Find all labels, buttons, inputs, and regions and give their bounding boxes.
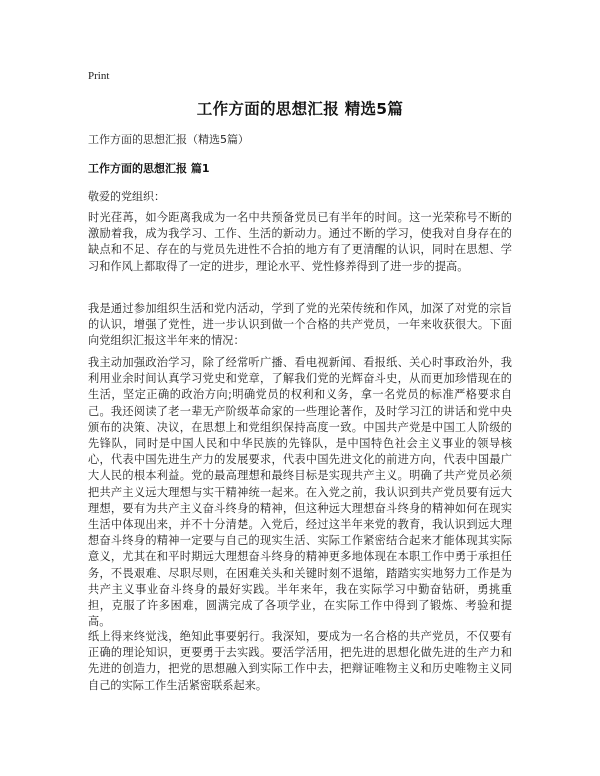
- body-paragraph: 我是通过参加组织生活和党内活动，学到了党的光荣传统和作风，加深了对党的宗旨的认识，增强了党性，进一步认识到做一个合格的共产党员，一年来收获很大。下面向党组织汇报这半年来的情况：: [88, 302, 512, 348]
- greeting-line: 敬爱的党组织：: [88, 190, 165, 203]
- body-paragraph: 时光荏苒，如今距离我成为一名中共预备党员已有半年的时间。这一光荣称号不断的激励着我，成为我学习、工作、生活的新动力。通过不断的学习，使我对自身存在的缺点和不足、存在的与党员先进性不合拍的地方有了更清醒的认识，同时在思想、学习和作风上都取得了一定的进步，理论水平、党性修养得到了进一步的提高。: [88, 211, 512, 273]
- document-subtitle: 工作方面的思想汇报（精选5篇）: [88, 133, 249, 146]
- page-title: 工作方面的思想汇报 精选5篇: [196, 100, 404, 118]
- section-heading: 工作方面的思想汇报 篇1: [88, 162, 210, 175]
- body-paragraph: 我主动加强政治学习，除了经常听广播、看电视新闻、看报纸、关心时事政治外，我利用业余时间认真学习党史和党章，了解我们党的光辉奋斗史，从而更加珍惜现在的生活，坚定正确的政治方向;明确党员的权利和义务，拿一名党员的标准严格要求自己。我还阅读了老一辈无产阶级革命家的一些理论著作，及时学习江的讲话和党中央颁布的决策、决议，在思想上和党组织保持高度一致。中国共产党是中国工人阶级的先锋队，同时是中国人民和中华民族的先锋队，是中国特色社会主义事业的领导核心，代表中国先进生产力的发展要求，代表中国先进文化的前进方向，代表中国最广大人民的根本利益。党的最高理想和最终目标是实现共产主义。明确了共产党员必须把共产主义远大理想与实干精神统一起来。在入党之前，我认识到共产党员要有远大理想，要有为共产主义奋斗终身的精神，但这种远大理想奋斗终身的精神如何在现实生活中体现出来，并不十分清楚。入党后，经过这半年来党的教育，我认识到远大理想奋斗终身的精神一定要与自己的现实生活、实际工作紧密结合起来才能体现其实际意义，尤其在和平时期远大理想奋斗终身的精神更多地体现在本职工作中勇于承担任务，不畏艰难、尽职尽则，在困难关头和关键时刻不退缩，踏踏实实地努力工作是为共产主义事业奋斗终身的最好实践。半年来年，我在实际学习中勤奋钻研，勇挑重担，克服了许多困难，圆满完成了各项学业，在实际工作中得到了锻炼、考验和提高。: [88, 356, 512, 629]
- body-paragraph: 纸上得来终觉浅，绝知此事要躬行。我深知，要成为一名合格的共产党员，不仅要有正确的理论知识，更要勇于去实践。要活学活用，把先进的思想化做先进的生产力和先进的创造力，把党的思想融入到实际工作中去，把辩证唯物主义和历史唯物主义同自己的实际工作生活紧密联系起来。: [88, 630, 512, 692]
- print-link[interactable]: Print: [88, 70, 110, 82]
